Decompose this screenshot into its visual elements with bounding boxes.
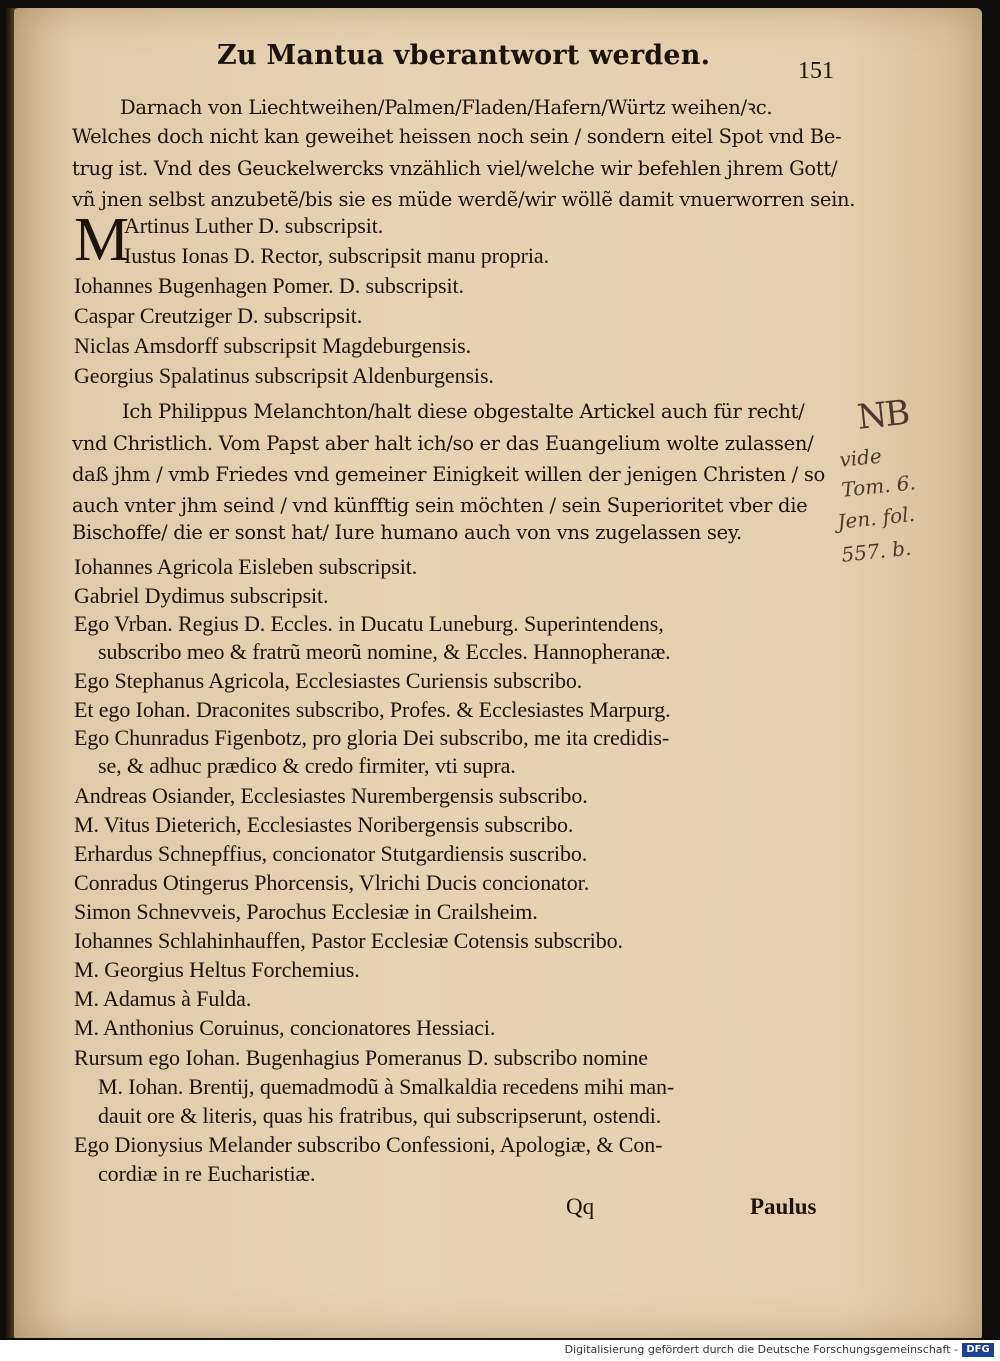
signatory-line: Andreas Osiander, Ecclesiastes Nurembergensis subscribo.	[74, 783, 588, 808]
signatory-line: cordiæ in re Eucharistiæ.	[98, 1161, 316, 1186]
marginal-note-line: Jen. fol.	[836, 501, 916, 534]
marginal-note-line: 557. b.	[840, 535, 913, 567]
signatory-line: Niclas Amsdorff subscripsit Magdeburgensis.	[74, 333, 471, 358]
catchword: Paulus	[750, 1194, 817, 1219]
signature-mark: Qq	[566, 1194, 595, 1219]
marginal-note-line: Tom. 6.	[840, 470, 917, 502]
paragraph-line: vnd Christlich. Vom Papst aber halt ich/so er das Euangelium wolte zulassen/	[72, 432, 814, 455]
signatory-line: M. Anthonius Coruinus, concionatores Hessiaci.	[74, 1015, 496, 1040]
page-number: 151	[798, 58, 834, 84]
marginal-note-line: vide	[838, 443, 883, 472]
signatory-line: M. Vitus Dieterich, Ecclesiastes Noribergensis subscribo.	[74, 812, 574, 837]
signatory-line: Georgius Spalatinus subscripsit Aldenburgensis.	[74, 363, 494, 388]
signatory-line: dauit ore & literis, quas his fratribus, qui subscripserunt, ostendi.	[98, 1103, 662, 1128]
signatory-line: Conradus Otingerus Phorcensis, Vlrichi Ducis concionator.	[74, 870, 590, 895]
signatory-line: Et ego Iohan. Draconites subscribo, Profes. & Ecclesiastes Marpurg.	[74, 697, 671, 722]
signatory-line: Iustus Ionas D. Rector, subscripsit manu propria.	[124, 243, 549, 268]
drop-cap: M	[74, 206, 130, 274]
dfg-logo: DFG	[962, 1343, 994, 1357]
signatory-line: Simon Schnevveis, Parochus Ecclesiæ in Crailsheim.	[74, 899, 538, 924]
signatory-line: M. Adamus à Fulda.	[74, 986, 252, 1011]
paragraph-line: Darnach von Liechtweihen/Palmen/Fladen/Hafern/Würtz weihen/ꝛc.	[120, 96, 773, 119]
running-header: Zu Mantua vberantwort werden.	[217, 40, 711, 71]
signatory-line: Iohannes Bugenhagen Pomer. D. subscripsit.	[74, 273, 464, 298]
paragraph-line: auch vnter jhm seind / vnd künfftig sein möchten / sein Superioritet vber die	[72, 494, 808, 517]
signatory-line: Ego Vrban. Regius D. Eccles. in Ducatu Luneburg. Superintendens,	[74, 611, 664, 636]
signatory-line: se, & adhuc prædico & credo firmiter, vti supra.	[98, 753, 516, 778]
signatory-line: Rursum ego Iohan. Bugenhagius Pomeranus D. subscribo nomine	[74, 1045, 648, 1070]
signatory-line: subscribo meo & fratrũ meorũ nomine, & Eccles. Hannopheranæ.	[98, 639, 671, 664]
paragraph-line: Ich Philippus Melanchton/halt diese obgestalte Artickel auch für recht/	[122, 400, 805, 423]
signatory-line: Iohannes Schlahinhauffen, Pastor Ecclesiæ Cotensis subscribo.	[74, 928, 623, 953]
digitization-credit-bar	[0, 1340, 1000, 1361]
credit-text: Digitalisierung gefördert durch die Deutsche Forschungsgemeinschaft -	[564, 1343, 958, 1356]
signatory-line: Caspar Creutziger D. subscripsit.	[74, 303, 363, 328]
signatory-line: Artinus Luther D. subscripsit.	[124, 213, 384, 238]
signatory-line: M. Georgius Heltus Forchemius.	[74, 957, 360, 982]
paragraph-line: trug ist. Vnd des Geuckelwercks vnzählich viel/welche wir befehlen jhrem Gott/	[72, 157, 838, 180]
signatory-line: M. Iohan. Brentij, quemadmodũ à Smalkaldia recedens mihi man-	[98, 1074, 675, 1099]
marginal-nb-mark: NB	[855, 392, 911, 438]
signatory-line: Gabriel Dydimus subscripsit.	[74, 583, 329, 608]
signatory-line: Erhardus Schnepffius, concionator Stutgardiensis suscribo.	[74, 841, 588, 866]
book-page	[14, 8, 982, 1338]
signatory-line: Ego Dionysius Melander subscribo Confessioni, Apologiæ, & Con-	[74, 1132, 663, 1157]
signatory-line: Ego Chunradus Figenbotz, pro gloria Dei subscribo, me ita credidis-	[74, 725, 670, 750]
paragraph-line: Welches doch nicht kan geweihet heissen noch sein / sondern eitel Spot vnd Be-	[72, 125, 842, 148]
paragraph-line: Bischoffe/ die er sonst hat/ Iure humano auch von vns zugelassen sey.	[72, 521, 742, 544]
signatory-line: Ego Stephanus Agricola, Ecclesiastes Curiensis subscribo.	[74, 668, 583, 693]
signatory-line: Iohannes Agricola Eisleben subscripsit.	[74, 554, 418, 579]
paragraph-line: vñ jnen selbst anzubetẽ/bis sie es müde werdẽ/wir wöllẽ damit vnuerworren sein.	[72, 188, 856, 211]
paragraph-line: daß jhm / vmb Friedes vnd gemeiner Einigkeit willen der jenigen Christen / so	[72, 463, 825, 486]
